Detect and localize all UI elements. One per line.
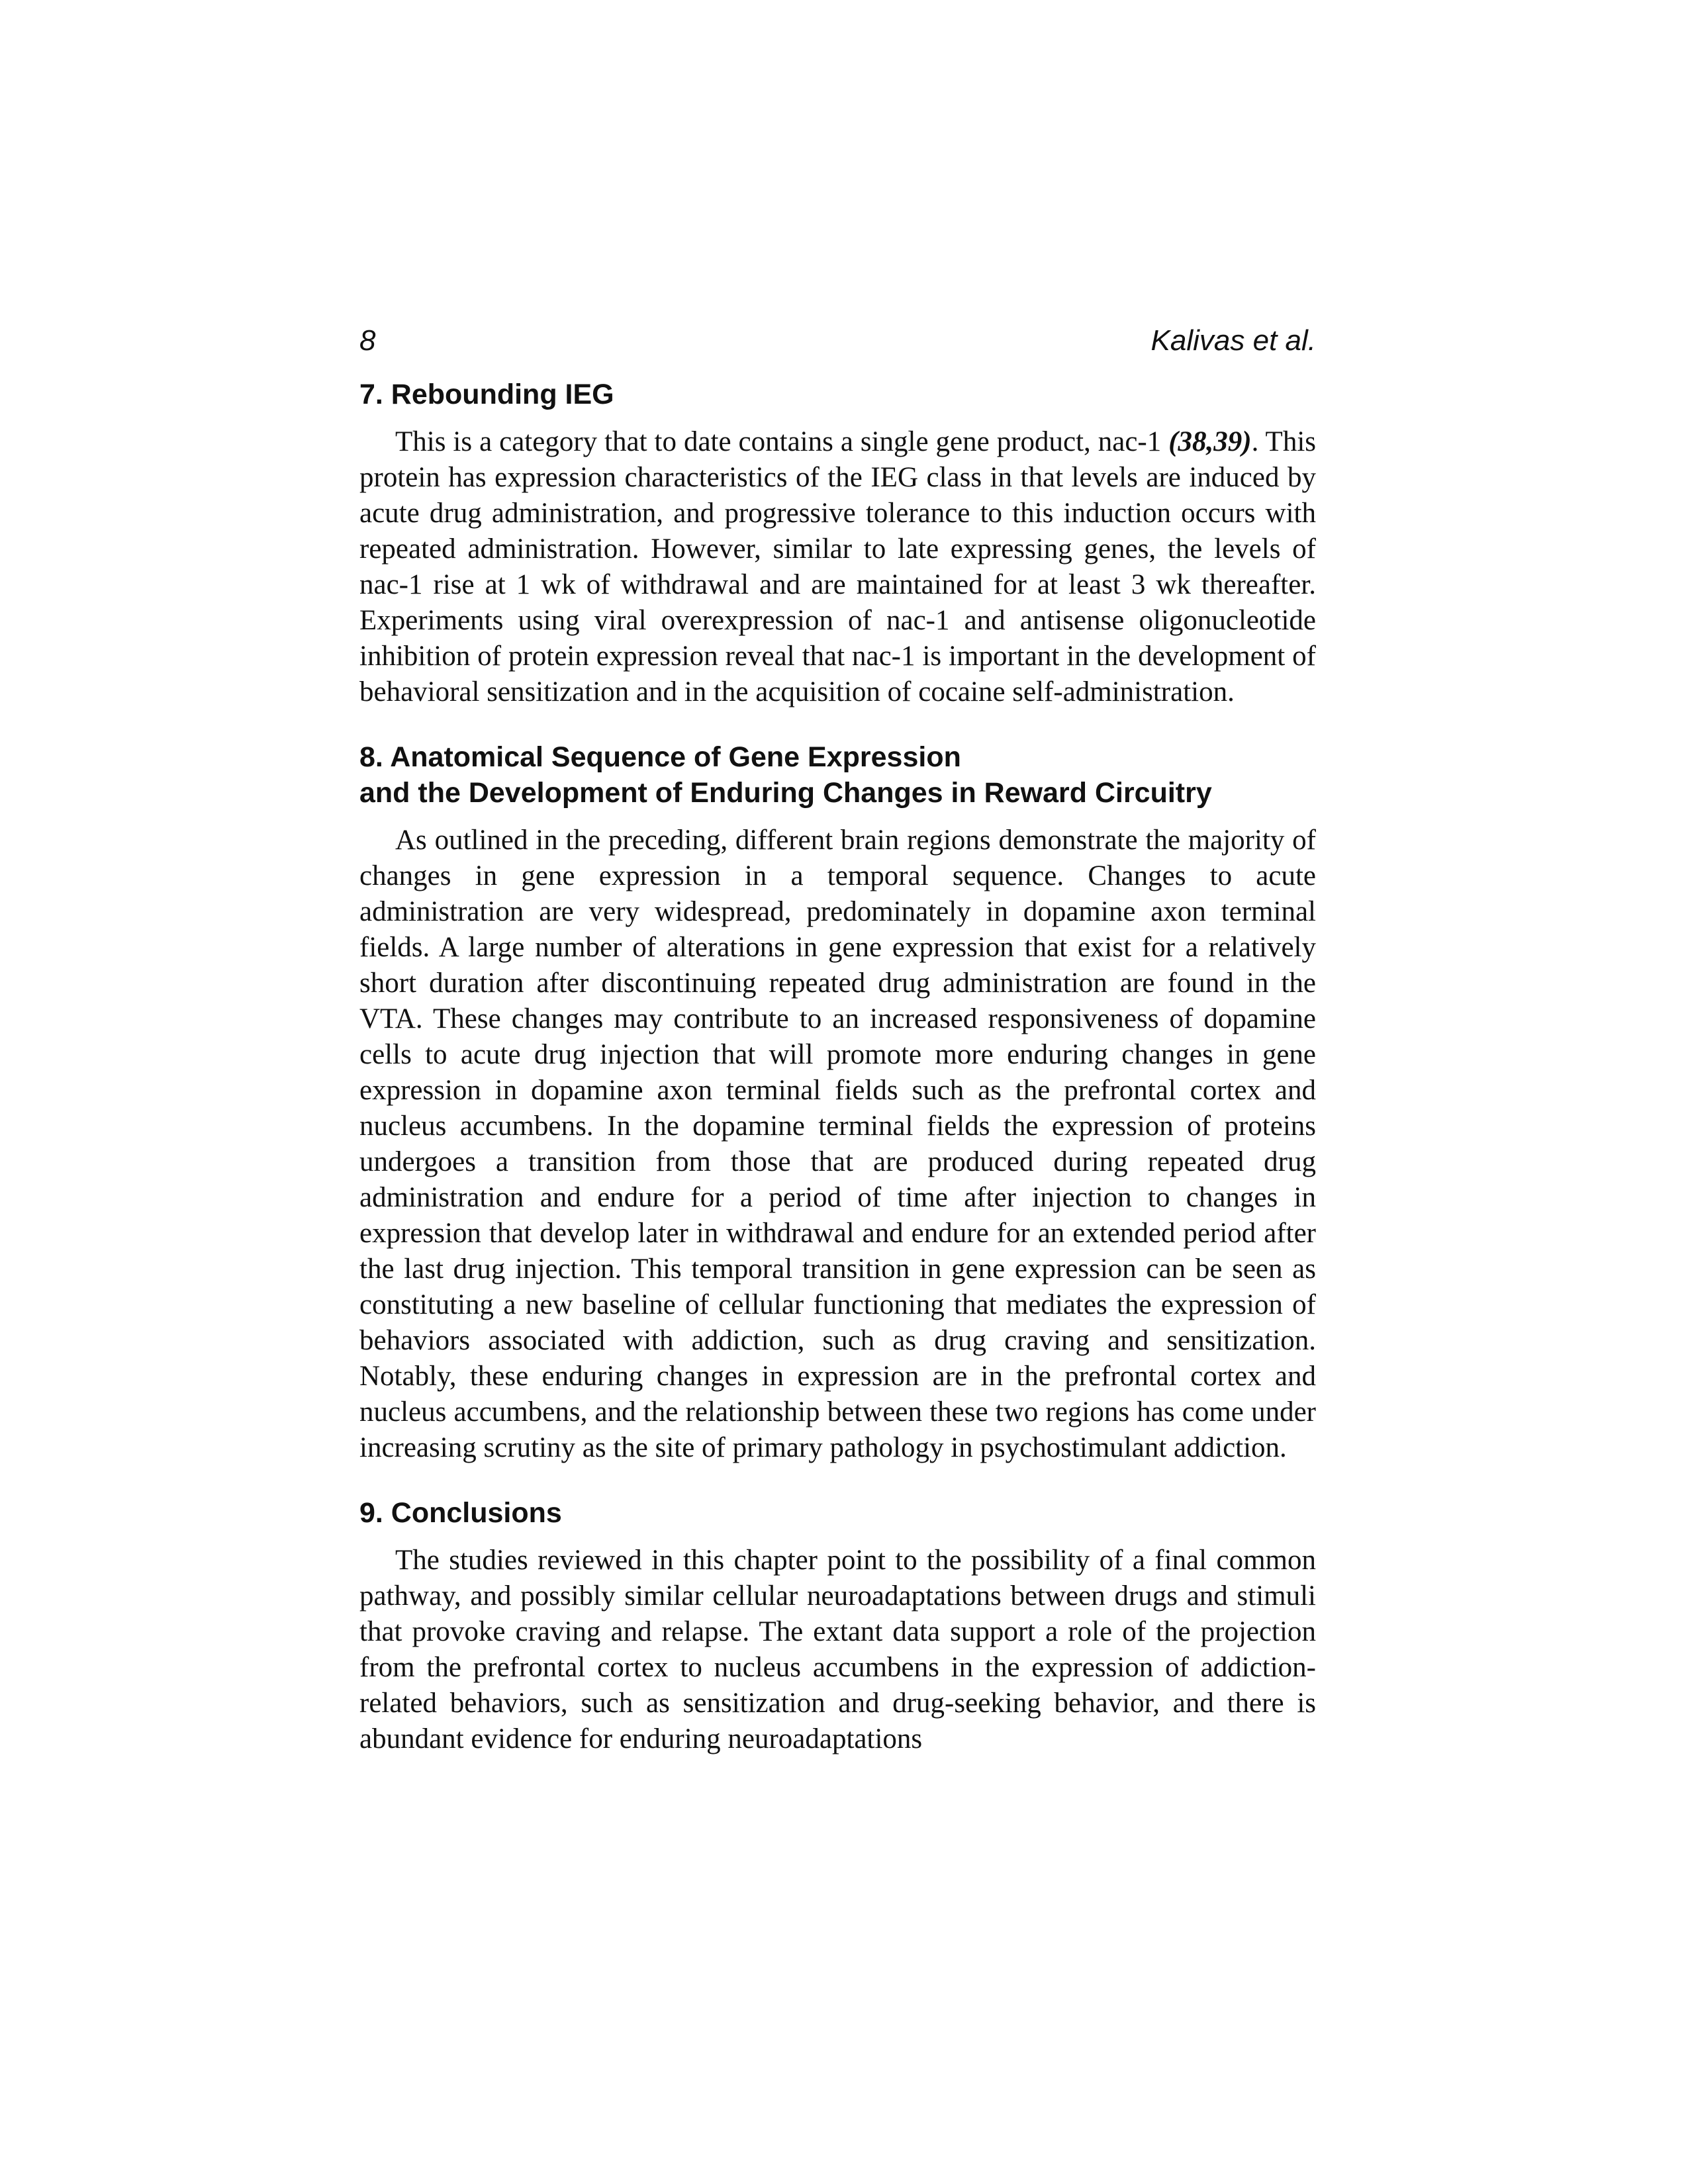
running-head-authors: Kalivas et al. [1150,324,1316,357]
page-number: 8 [359,324,376,357]
running-head [359,321,1316,361]
section-gap [359,710,1316,739]
paragraph-8: As outlined in the preceding, different brain regions demonstrate the majority of changes in gene expression in a temporal sequence. Changes to acute administration are very widespread, predominately in dopamine axon terminal fields. A large number of alterations in gene expression that exist for a relatively short duration after discontinuing repeated drug administration are found in the VTA. These changes may contribute to an increased responsiveness of dopamine cells to acute drug injection that will promote more enduring changes in gene expression in dopamine axon terminal fields such as the prefrontal cortex and nucleus accumbens. In the dopamine terminal fields the expression of proteins undergoes a transition from those that are produced during repeated drug administration and endure for a period of time after injection to changes in expression that develop later in withdrawal and endure for an extended period after the last drug injection. This temporal transition in gene expression can be seen as constituting a new baseline of cellular functioning that mediates the expression of behaviors associated with addiction, such as drug craving and sensitization. Notably, these enduring changes in expression are in the prefrontal cortex and nucleus accumbens, and the relationship between these two regions has come under increasing scrutiny as the site of primary pathology in psychostimulant addiction. [359,825,1316,1463]
section-rebounding-ieg [359,377,1316,710]
section-heading-9 [359,1495,1316,1531]
text-column [359,321,1316,1757]
paragraph-7-start: This is a category that to date contains a single gene product, nac-1 [395,426,1169,457]
paragraph-9: The studies reviewed in this chapter point to the possibility of a final common pathway, and possibly similar cellular neuroadaptations between drugs and stimuli that provoke craving and relapse. The extant data support a role of the projection from the prefrontal cortex to nucleus accumbens in the expression of addiction-related behaviors, such as sensitization and drug-seeking behavior, and there is abundant evidence for enduring neuroadaptations [359,1545,1316,1754]
section-anatomical-sequence [359,739,1316,1466]
section-heading-8-line1: 8. Anatomical Sequence of Gene Expression [359,741,961,773]
section-heading-8 [359,739,1316,811]
paragraph-7-end: . This protein has expression characteristics of the IEG class in that levels are induced by acute drug administration, and progressive tolerance to this induction occurs with repeated administration. However, similar to late expressing genes, the levels of nac-1 rise at 1 wk of withdrawal and are maintained for at least 3 wk thereafter. Experiments using viral overexpression of nac-1 and antisense oligonucleotide inhibition of protein expression reveal that nac-1 is important in the development of behavioral sensitization and in the acquisition of cocaine self-administration. [359,426,1316,707]
section-heading-7-text: 7. Rebounding IEG [359,379,614,410]
section-heading-9-text: 9. Conclusions [359,1497,562,1529]
section-heading-7 [359,377,1316,412]
section-conclusions [359,1495,1316,1757]
citation-38-39: (38,39) [1168,426,1252,457]
paragraph-7 [359,424,1316,710]
section-gap [359,1466,1316,1495]
section-heading-8-line2: and the Development of Enduring Changes in Reward Circuitry [359,777,1212,809]
